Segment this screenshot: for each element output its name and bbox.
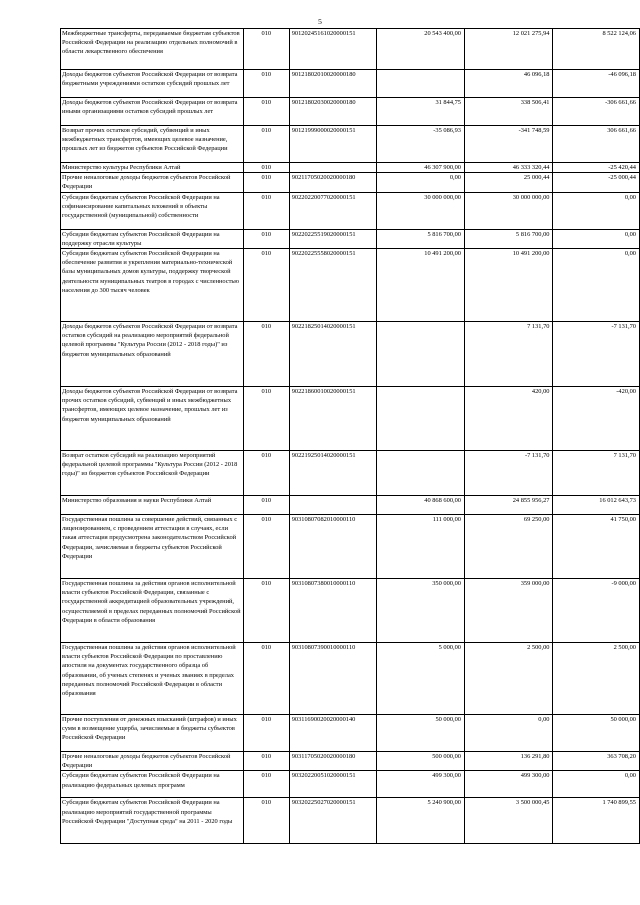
- row-actual-amount: 359 000,00: [465, 579, 553, 643]
- row-deviation: -306 661,66: [553, 98, 640, 126]
- row-planned-amount: 5 000,00: [376, 643, 464, 715]
- row-deviation: 7 131,70: [553, 451, 640, 496]
- row-budget-code: 90120245161020000151: [289, 29, 376, 70]
- page-number: 5: [318, 17, 322, 26]
- row-budget-code: 90220220077020000151: [289, 192, 376, 229]
- row-name: Доходы бюджетов субъектов Российской Федерации от возврата бюджетными учреждениями остатков субсидий прошлых лет: [61, 70, 244, 98]
- row-deviation: -9 000,00: [553, 579, 640, 643]
- table-row: [61, 98, 640, 126]
- table-row: [61, 579, 640, 643]
- table-row: [61, 798, 640, 844]
- row-name: Государственная пошлина за действия органов исполнительной власти субъектов Российской Федерации, связанные с государственной аккредитацией образовательных учреждений, осуществляемой в пределах переданных полномочий Российской Федерации в области образования: [61, 579, 244, 643]
- row-actual-amount: 136 291,80: [465, 752, 553, 771]
- row-actual-amount: 5 816 700,00: [465, 229, 553, 248]
- row-name: Доходы бюджетов субъектов Российской Федерации от возврата иными организациями остатков субсидий прошлых лет: [61, 98, 244, 126]
- row-budget-code: 90121802030020000180: [289, 98, 376, 126]
- row-admin-code: 010: [243, 163, 289, 173]
- table-row: [61, 451, 640, 496]
- row-actual-amount: 2 500,00: [465, 643, 553, 715]
- table-row: [61, 29, 640, 70]
- row-admin-code: 010: [243, 249, 289, 322]
- table-row: [61, 192, 640, 229]
- row-deviation: -420,00: [553, 387, 640, 451]
- row-budget-code: [289, 496, 376, 515]
- row-planned-amount: 500 000,00: [376, 752, 464, 771]
- row-budget-code: 90221825014020000151: [289, 322, 376, 387]
- row-budget-code: 90221925014020000151: [289, 451, 376, 496]
- table-row: [61, 249, 640, 322]
- table-row: [61, 515, 640, 579]
- row-actual-amount: 30 000 000,00: [465, 192, 553, 229]
- row-name: Министерство культуры Республики Алтай: [61, 163, 244, 173]
- table-row: [61, 387, 640, 451]
- row-admin-code: 010: [243, 70, 289, 98]
- row-admin-code: 010: [243, 387, 289, 451]
- row-budget-code: 90310807082010000110: [289, 515, 376, 579]
- row-deviation: 0,00: [553, 249, 640, 322]
- row-name: Доходы бюджетов субъектов Российской Федерации от возврата прочих остатков субсидий, субвенций и иных межбюджетных трансфертов, имеющих целевое назначение, прошлых лет из бюджетов муниципальных образований: [61, 387, 244, 451]
- row-deviation: -7 131,70: [553, 322, 640, 387]
- row-planned-amount: [376, 322, 464, 387]
- row-planned-amount: -35 086,93: [376, 126, 464, 163]
- row-deviation: 8 522 124,06: [553, 29, 640, 70]
- row-actual-amount: 3 500 000,45: [465, 798, 553, 844]
- row-admin-code: 010: [243, 322, 289, 387]
- row-budget-code: 90311690020020000140: [289, 715, 376, 752]
- row-name: Субсидии бюджетам субъектов Российской Федерации на поддержку отрасли культуры: [61, 229, 244, 248]
- row-name: Межбюджетные трансферты, передаваемые бюджетам субъектов Российской Федерации на реализацию отдельных полномочий в области лекарственного обеспечения: [61, 29, 244, 70]
- table-row: [61, 163, 640, 173]
- row-budget-code: 90311705020020000180: [289, 752, 376, 771]
- table-row: [61, 126, 640, 163]
- row-deviation: 306 661,66: [553, 126, 640, 163]
- row-name: Субсидии бюджетам субъектов Российской Федерации на софинансирование капитальных вложений в объекты государственной (муниципальной) собственности: [61, 192, 244, 229]
- row-name: Субсидии бюджетам субъектов Российской Федерации на обеспечение развития и укрепления материально-технической базы муниципальных домов культуры, поддержку творческой деятельности муниципальных театров в городах с численностью населения до 300 тысяч человек: [61, 249, 244, 322]
- row-deviation: 0,00: [553, 192, 640, 229]
- row-budget-code: [289, 163, 376, 173]
- row-admin-code: 010: [243, 192, 289, 229]
- row-admin-code: 010: [243, 496, 289, 515]
- table-row: [61, 173, 640, 192]
- row-budget-code: 90211705020020000180: [289, 173, 376, 192]
- row-actual-amount: 420,00: [465, 387, 553, 451]
- row-budget-code: 90310807390010000110: [289, 643, 376, 715]
- row-actual-amount: 7 131,70: [465, 322, 553, 387]
- row-name: Министерство образования и науки Республики Алтай: [61, 496, 244, 515]
- table-row: [61, 752, 640, 771]
- row-actual-amount: 0,00: [465, 715, 553, 752]
- row-planned-amount: [376, 70, 464, 98]
- row-actual-amount: 25 000,44: [465, 173, 553, 192]
- row-budget-code: 90310807380010000110: [289, 579, 376, 643]
- row-planned-amount: 50 000,00: [376, 715, 464, 752]
- row-planned-amount: 499 300,00: [376, 771, 464, 798]
- row-planned-amount: 0,00: [376, 173, 464, 192]
- row-budget-code: 90320225027020000151: [289, 798, 376, 844]
- table-row: [61, 496, 640, 515]
- revenue-table: [60, 28, 640, 844]
- revenue-table-body: [61, 29, 640, 844]
- row-admin-code: 010: [243, 515, 289, 579]
- row-planned-amount: 350 000,00: [376, 579, 464, 643]
- row-name: Прочие неналоговые доходы бюджетов субъектов Российской Федерации: [61, 173, 244, 192]
- row-actual-amount: 69 250,00: [465, 515, 553, 579]
- row-budget-code: 90221860010020000151: [289, 387, 376, 451]
- row-budget-code: 90220225558020000151: [289, 249, 376, 322]
- row-actual-amount: 338 506,41: [465, 98, 553, 126]
- row-name: Возврат остатков субсидий на реализацию мероприятий федеральной целевой программы "Культура России (2012 - 2018 годы)" из бюджетов субъектов Российской Федерации: [61, 451, 244, 496]
- row-actual-amount: 46 096,18: [465, 70, 553, 98]
- table-row: [61, 771, 640, 798]
- row-deviation: -25 000,44: [553, 173, 640, 192]
- table-row: [61, 643, 640, 715]
- row-budget-code: 90320220051020000151: [289, 771, 376, 798]
- row-actual-amount: -7 131,70: [465, 451, 553, 496]
- row-actual-amount: 10 491 200,00: [465, 249, 553, 322]
- row-name: Возврат прочих остатков субсидий, субвенций и иных межбюджетных трансфертов, имеющих целевое назначение, прошлых лет из бюджетов субъектов Российской Федерации: [61, 126, 244, 163]
- row-planned-amount: 31 844,75: [376, 98, 464, 126]
- row-actual-amount: 499 300,00: [465, 771, 553, 798]
- row-name: Субсидии бюджетам субъектов Российской Федерации на реализацию федеральных целевых программ: [61, 771, 244, 798]
- row-planned-amount: 30 000 000,00: [376, 192, 464, 229]
- row-budget-code: 90121802010020000180: [289, 70, 376, 98]
- row-planned-amount: 46 307 900,00: [376, 163, 464, 173]
- row-deviation: 2 500,00: [553, 643, 640, 715]
- row-planned-amount: 10 491 200,00: [376, 249, 464, 322]
- row-name: Субсидии бюджетам субъектов Российской Федерации на реализацию мероприятий государственной программы Российской Федерации "Доступная среда" на 2011 - 2020 годы: [61, 798, 244, 844]
- row-actual-amount: 24 855 956,27: [465, 496, 553, 515]
- table-row: [61, 322, 640, 387]
- row-deviation: 1 740 899,55: [553, 798, 640, 844]
- table-row: [61, 229, 640, 248]
- row-admin-code: 010: [243, 643, 289, 715]
- row-actual-amount: 12 021 275,94: [465, 29, 553, 70]
- row-deviation: 16 012 643,73: [553, 496, 640, 515]
- row-deviation: 0,00: [553, 229, 640, 248]
- row-budget-code: 90220225519020000151: [289, 229, 376, 248]
- row-deviation: -46 096,18: [553, 70, 640, 98]
- row-planned-amount: 5 240 900,00: [376, 798, 464, 844]
- row-admin-code: 010: [243, 451, 289, 496]
- row-admin-code: 010: [243, 29, 289, 70]
- row-planned-amount: [376, 451, 464, 496]
- row-admin-code: 010: [243, 173, 289, 192]
- row-planned-amount: 20 543 400,00: [376, 29, 464, 70]
- table-row: [61, 70, 640, 98]
- row-planned-amount: [376, 387, 464, 451]
- row-actual-amount: -341 748,59: [465, 126, 553, 163]
- row-name: Прочие поступления от денежных взысканий (штрафов) и иных сумм в возмещение ущерба, зачисляемые в бюджеты субъектов Российской Федерации: [61, 715, 244, 752]
- row-deviation: 0,00: [553, 771, 640, 798]
- row-budget-code: 90121999000020000151: [289, 126, 376, 163]
- row-planned-amount: 111 000,00: [376, 515, 464, 579]
- row-deviation: 363 708,20: [553, 752, 640, 771]
- row-deviation: -25 420,44: [553, 163, 640, 173]
- row-deviation: 41 750,00: [553, 515, 640, 579]
- table-row: [61, 715, 640, 752]
- row-admin-code: 010: [243, 126, 289, 163]
- row-planned-amount: 5 816 700,00: [376, 229, 464, 248]
- row-planned-amount: 40 868 600,00: [376, 496, 464, 515]
- row-name: Прочие неналоговые доходы бюджетов субъектов Российской Федерации: [61, 752, 244, 771]
- row-admin-code: 010: [243, 715, 289, 752]
- row-admin-code: 010: [243, 771, 289, 798]
- row-admin-code: 010: [243, 98, 289, 126]
- row-admin-code: 010: [243, 579, 289, 643]
- row-name: Государственная пошлина за действия органов исполнительной власти субъектов Российской Федерации по проставлению апостиля на документах государственного образца об образовании, об ученых степенях и ученых званиях в пределах переданных полномочий Российской Федерации в области образования: [61, 643, 244, 715]
- row-name: Доходы бюджетов субъектов Российской Федерации от возврата остатков субсидий на реализацию мероприятий федеральной целевой программы "Культура России (2012 - 2018 годы)" из бюджетов муниципальных образований: [61, 322, 244, 387]
- row-admin-code: 010: [243, 229, 289, 248]
- row-deviation: 50 000,00: [553, 715, 640, 752]
- row-admin-code: 010: [243, 798, 289, 844]
- row-admin-code: 010: [243, 752, 289, 771]
- row-actual-amount: 46 333 320,44: [465, 163, 553, 173]
- row-name: Государственная пошлина за совершение действий, связанных с лицензированием, с проведением аттестации в случаях, если такая аттестация предусмотрена законодательством Российской Федерации, зачисляемая в бюджеты субъектов Российской Федерации: [61, 515, 244, 579]
